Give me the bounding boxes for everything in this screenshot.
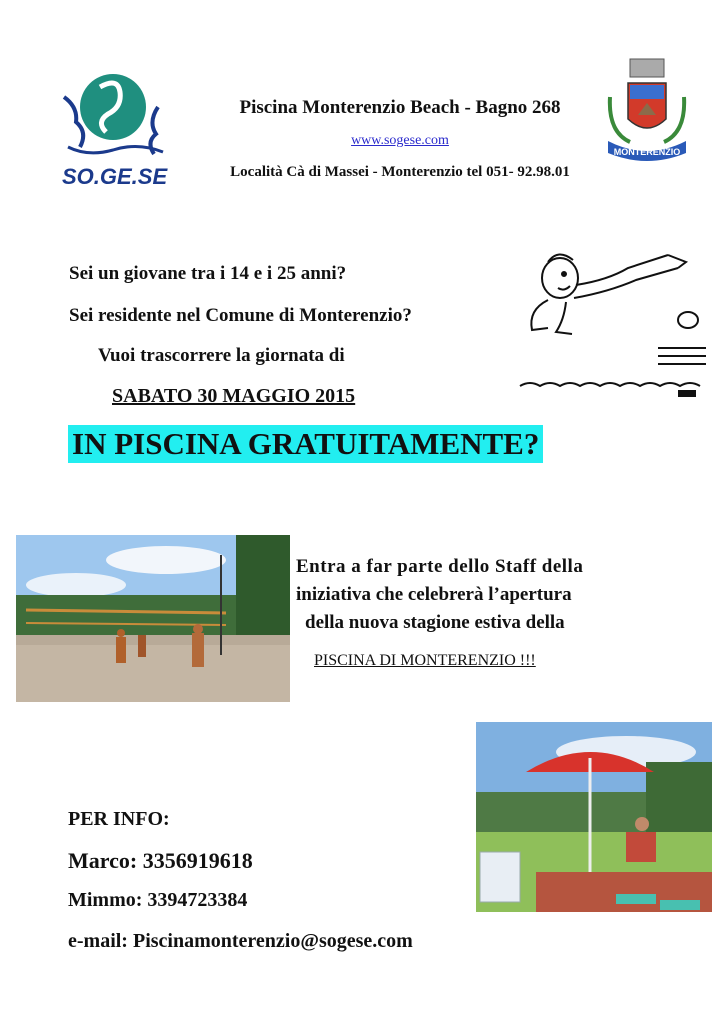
location-text: Località Cà di Massei - Monterenzio tel 051- 92.98.01 [230, 164, 570, 180]
website-link[interactable]: www.sogese.com [351, 133, 449, 148]
staff-line-2: iniziativa che celebrerà l’apertura [296, 584, 572, 605]
question-day: Vuoi trascorrere la giornata di [98, 345, 345, 366]
question-age: Sei un giovane tra i 14 e i 25 anni? [69, 263, 347, 284]
crest-text: MONTERENZIO [613, 147, 681, 157]
question-residence: Sei residente nel Comune di Monterenzio? [69, 305, 412, 326]
event-date: SABATO 30 MAGGIO 2015 [112, 385, 356, 407]
logo-text: SO.GE.SE [62, 164, 168, 187]
sogese-logo [58, 62, 173, 187]
monterenzio-crest [600, 57, 695, 165]
pool-umbrella-photo [476, 722, 712, 912]
diver-cartoon [518, 240, 708, 410]
info-heading: PER INFO: [68, 808, 170, 830]
beach-volleyball-photo [16, 535, 290, 702]
staff-line-3: della nuova stagione estiva della [305, 612, 565, 633]
staff-line-1: Entra a far parte dello Staff della [296, 556, 584, 577]
contact-marco: Marco: 3356919618 [68, 848, 253, 873]
pool-name: PISCINA DI MONTERENZIO !!! [314, 652, 536, 669]
contact-mimmo: Mimmo: 3394723384 [68, 889, 248, 911]
contact-email[interactable]: e-mail: Piscinamonterenzio@sogese.com [68, 930, 413, 952]
free-pool-banner: IN PISCINA GRATUITAMENTE? [68, 425, 543, 463]
header-title: Piscina Monterenzio Beach - Bagno 268 [239, 97, 561, 118]
